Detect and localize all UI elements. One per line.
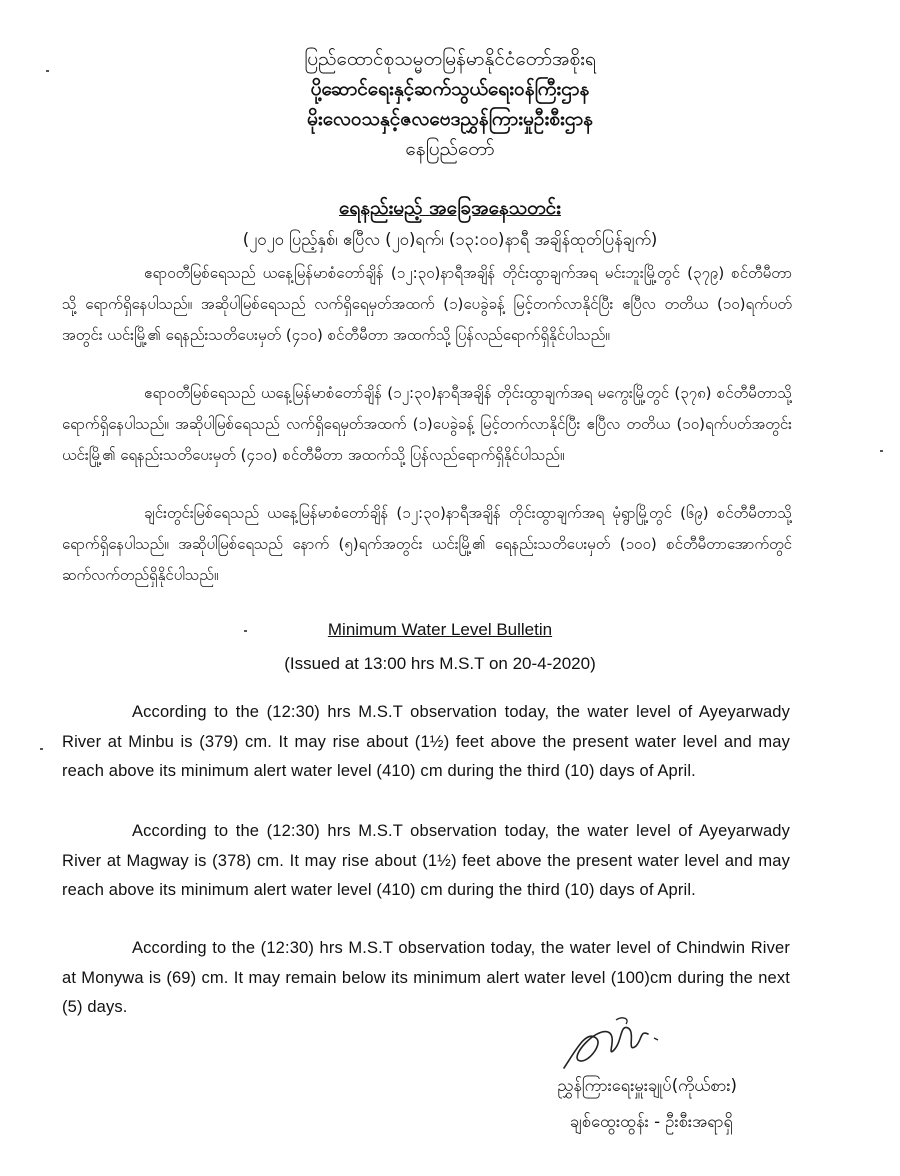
header-department: မိုးလေဝသနှင့်ဇလဗေဒညွှန်ကြားမှုဦးစီးဌာန (307, 108, 593, 130)
mm-paragraph-magway: ဧရာဝတီမြစ်ရေသည် ယနေ့မြန်မာစံတော်ချိန် (၁၂:၃၀)နာရီအချိန် တိုင်းထွာချက်အရ မကွေးမြို့တွင် (၃၇၈) စင်တီမီတာသို့ ရောက်ရှိနေပါသည်။ အဆိုပါမြစ်ရေသည် လက်ရှိရေမှတ်အထက် (၁)ပေခွဲခန့် မြင့်တက်လာနိုင်ပြီး ဧပြီလ တတိယ (၁၀)ရက်ပတ်အတွင်း ယင်းမြို့၏ ရေနည်းသတိပေးမှတ် (၄၁၀) စင်တီမီတာ အထက်သို့ ပြန်လည်ရောက်ရှိနိုင်ပါသည်။ (62, 384, 792, 464)
en-paragraph-minbu: According to the (12:30) hrs M.S.T observation today, the water level of Ayeyarwady River at Minbu is (379) cm. It may rise about (1½) feet above the present water level and may reach above its minimum alert water level (410) cm during the third (10) days of April. (62, 703, 790, 780)
mm-paragraph-monywa: ချင်းတွင်းမြစ်ရေသည် ယနေ့မြန်မာစံတော်ချိန် (၁၂:၃၀)နာရီအချိန် တိုင်းထွာချက်အရ မုံရွာမြို့တွင် (၆၉) စင်တီမီတာသို့ ရောက်ရှိနေပါသည်။ အဆိုပါမြစ်ရေသည် နောက် (၅)ရက်အတွင်း ယင်းမြို့၏ ရေနည်းသတိပေးမှတ် (၁၀၀) စင်တီမီတာအောက်တွင် ဆက်လက်တည်ရှိနိုင်ပါသည်။ (62, 504, 792, 584)
signature-name: ချစ်ထွေးထွန်း - ဦးစီးအရာရှိ (569, 1112, 733, 1131)
signature-title: ညွှန်ကြားရေးမှူးချုပ်(ကိုယ်စား) (557, 1076, 737, 1095)
mm-bulletin-title: ရေနည်းမည့် အခြေအနေသတင်း (339, 197, 561, 219)
scan-speck (244, 630, 247, 632)
en-bulletin-title: Minimum Water Level Bulletin (327, 620, 553, 639)
mm-bulletin-issued: (၂၀၂၀ ပြည့်နှစ်၊ ဧပြီလ (၂၀)ရက်၊ (၁၃:၀၀)နာရီ အချိန်ထုတ်ပြန်ချက်) (242, 230, 658, 249)
header-government: ပြည်ထောင်စုသမ္မတမြန်မာနိုင်ငံတော်အစိုးရ (304, 48, 596, 70)
en-paragraph-magway: According to the (12:30) hrs M.S.T observation today, the water level of Ayeyarwady River at Magway is (378) cm. It may rise about (1½) feet above the present water level and may reach above its minimum alert water level (410) cm during the third (10) days of April. (62, 822, 790, 899)
header-ministry: ပို့ဆောင်ရေးနှင့်ဆက်သွယ်ရေးဝန်ကြီးဌာန (310, 78, 590, 100)
en-paragraph-monywa: According to the (12:30) hrs M.S.T observation today, the water level of Chindwin River at Monywa is (69) cm. It may remain below its minimum alert water level (100)cm during the next (5) days. (62, 939, 790, 1016)
mm-paragraph-minbu: ဧရာဝတီမြစ်ရေသည် ယနေ့မြန်မာစံတော်ချိန် (၁၂:၃၀)နာရီအချိန် တိုင်းထွာချက်အရ မင်းဘူးမြို့တွင် (၃၇၉) စင်တီမီတာသို့ ရောက်ရှိနေပါသည်။ အဆိုပါမြစ်ရေသည် လက်ရှိရေမှတ်အထက် (၁)ပေခွဲခန့် မြင့်တက်လာနိုင်ပြီး ဧပြီလ တတိယ (၁၀)ရက်ပတ်အတွင်း ယင်းမြို့၏ ရေနည်းသတိပေးမှတ် (၄၁၀) စင်တီမီတာ အထက်သို့ ပြန်လည်ရောက်ရှိနိုင်ပါသည်။ (62, 264, 792, 344)
scan-speck (46, 70, 49, 72)
scan-speck (880, 450, 883, 452)
scan-speck (40, 748, 43, 750)
header-city: နေပြည်တော် (405, 138, 495, 160)
en-bulletin-issued: (Issued at 13:00 hrs M.S.T on 20-4-2020) (284, 654, 596, 673)
document-header (0, 44, 900, 164)
handwritten-signature (556, 1010, 666, 1080)
